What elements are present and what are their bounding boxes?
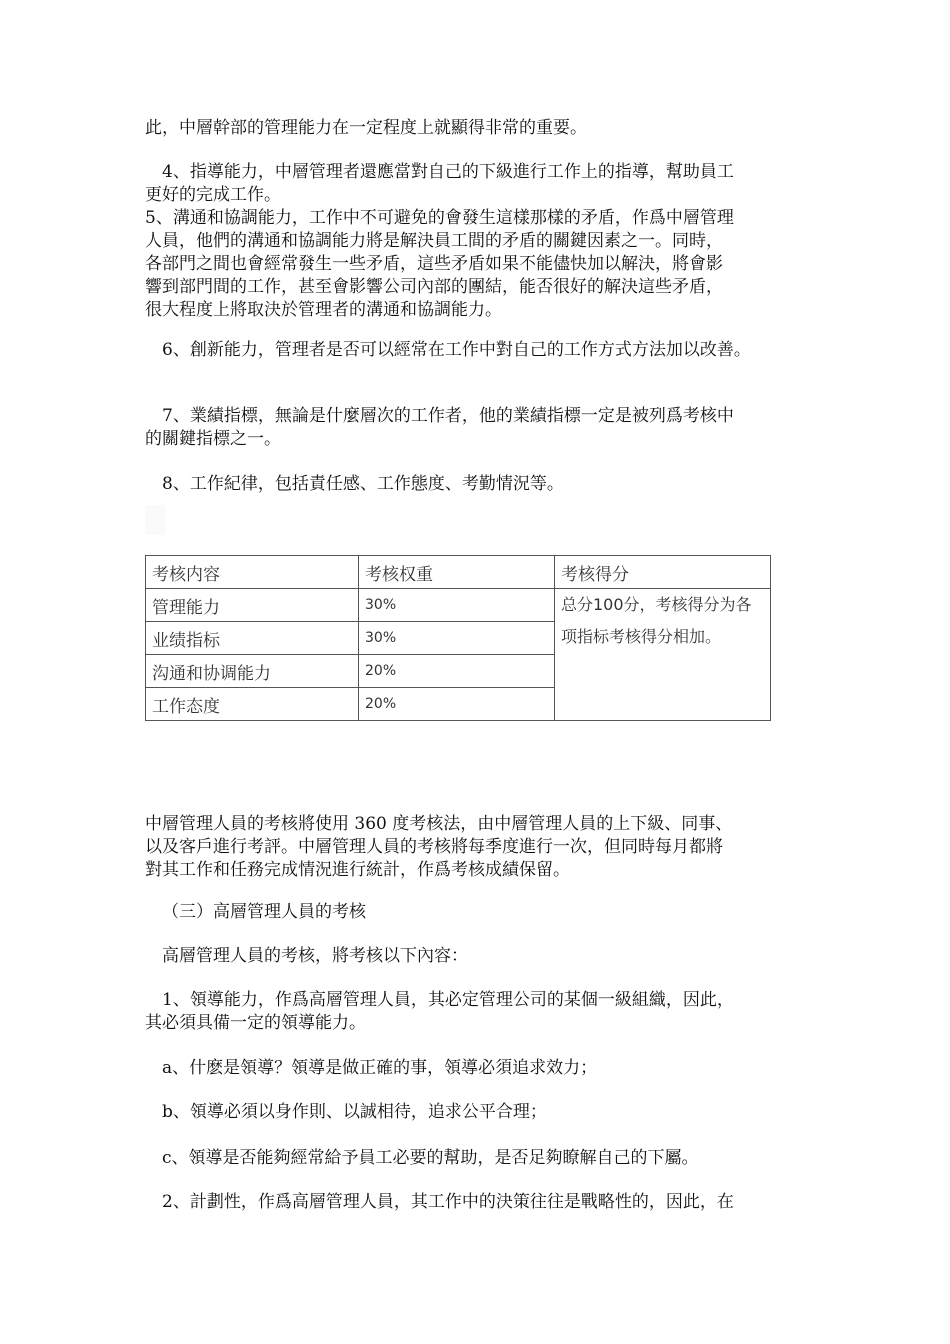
table-header-cell: 考核得分 bbox=[555, 556, 771, 589]
paragraph-discipline: 8、工作紀律，包括責任感、工作態度、考勤情況等。 bbox=[162, 474, 564, 494]
section-heading: （三）高層管理人員的考核 bbox=[162, 902, 366, 922]
list-item-b: b、領導必須以身作則、以誠相待，追求公平合理； bbox=[162, 1102, 547, 1122]
list-item-c: c、領導是否能夠經常給予員工必要的幫助，是否足夠瞭解自己的下屬。 bbox=[162, 1148, 699, 1168]
paragraph-communication: 5、溝通和協調能力，工作中不可避免的會發生這樣那樣的矛盾，作爲中層管理 人員，他們的溝通和協調能力將是解決員工間的矛盾的關鍵因素之一。同時， 各部門之間也會經常發生一些矛盾，這些矛盾如果不能儘快加以解決，將會影 響到部門間的工作，甚至會影響公司內部的團結，能否很好的解決這些矛盾， 很大程度上將取決於管理者的溝通和協調能力。 bbox=[145, 208, 734, 320]
table-cell: 管理能力 bbox=[146, 589, 359, 622]
score-note-cell: 总分100分，考核得分为各 项指标考核得分相加。 bbox=[555, 589, 771, 721]
assessment-table bbox=[145, 555, 771, 721]
paragraph-360-review: 中層管理人員的考核將使用 360 度考核法，由中層管理人員的上下級、同事、 以及客戶進行考評。中層管理人員的考核將每季度進行一次，但同時每月都將 對其工作和任務完成情況進行統計，作爲考核成績保留。 bbox=[145, 814, 733, 880]
paragraph-leadership: 1、領導能力，作爲高層管理人員，其必定管理公司的某個一級組織，因此， 其必須具備一定的領導能力。 bbox=[145, 990, 734, 1033]
table-header-cell: 考核内容 bbox=[146, 556, 359, 589]
paragraph-intro: 此，中層幹部的管理能力在一定程度上就顯得非常的重要。 bbox=[145, 118, 587, 138]
paragraph-guidance: 4、指導能力，中層管理者還應當對自己的下級進行工作上的指導，幫助員工 更好的完成工作。 bbox=[145, 162, 734, 205]
table-cell: 沟通和协调能力 bbox=[146, 655, 359, 688]
list-item-a: a、什麽是領導？領導是做正確的事，領導必須追求效力； bbox=[162, 1058, 598, 1078]
table-cell: 20% bbox=[359, 655, 555, 688]
image-edge bbox=[145, 505, 165, 535]
paragraph-planning: 2、計劃性，作爲高層管理人員，其工作中的決策往往是戰略性的，因此，在 bbox=[162, 1192, 734, 1212]
table-cell: 30% bbox=[359, 622, 555, 655]
table-cell: 30% bbox=[359, 589, 555, 622]
table-header-cell: 考核权重 bbox=[359, 556, 555, 589]
table-header-row bbox=[146, 556, 771, 589]
table-cell: 工作态度 bbox=[146, 688, 359, 721]
table-cell: 20% bbox=[359, 688, 555, 721]
paragraph-innovation: 6、創新能力，管理者是否可以經常在工作中對自己的工作方式方法加以改善。 bbox=[162, 340, 751, 360]
table-cell: 业绩指标 bbox=[146, 622, 359, 655]
table-row bbox=[146, 589, 771, 622]
paragraph-senior-intro: 高層管理人員的考核，將考核以下內容： bbox=[162, 946, 468, 966]
paragraph-performance: 7、業績指標，無論是什麼層次的工作者，他的業績指標一定是被列爲考核中 的關鍵指標之一。 bbox=[145, 406, 734, 449]
